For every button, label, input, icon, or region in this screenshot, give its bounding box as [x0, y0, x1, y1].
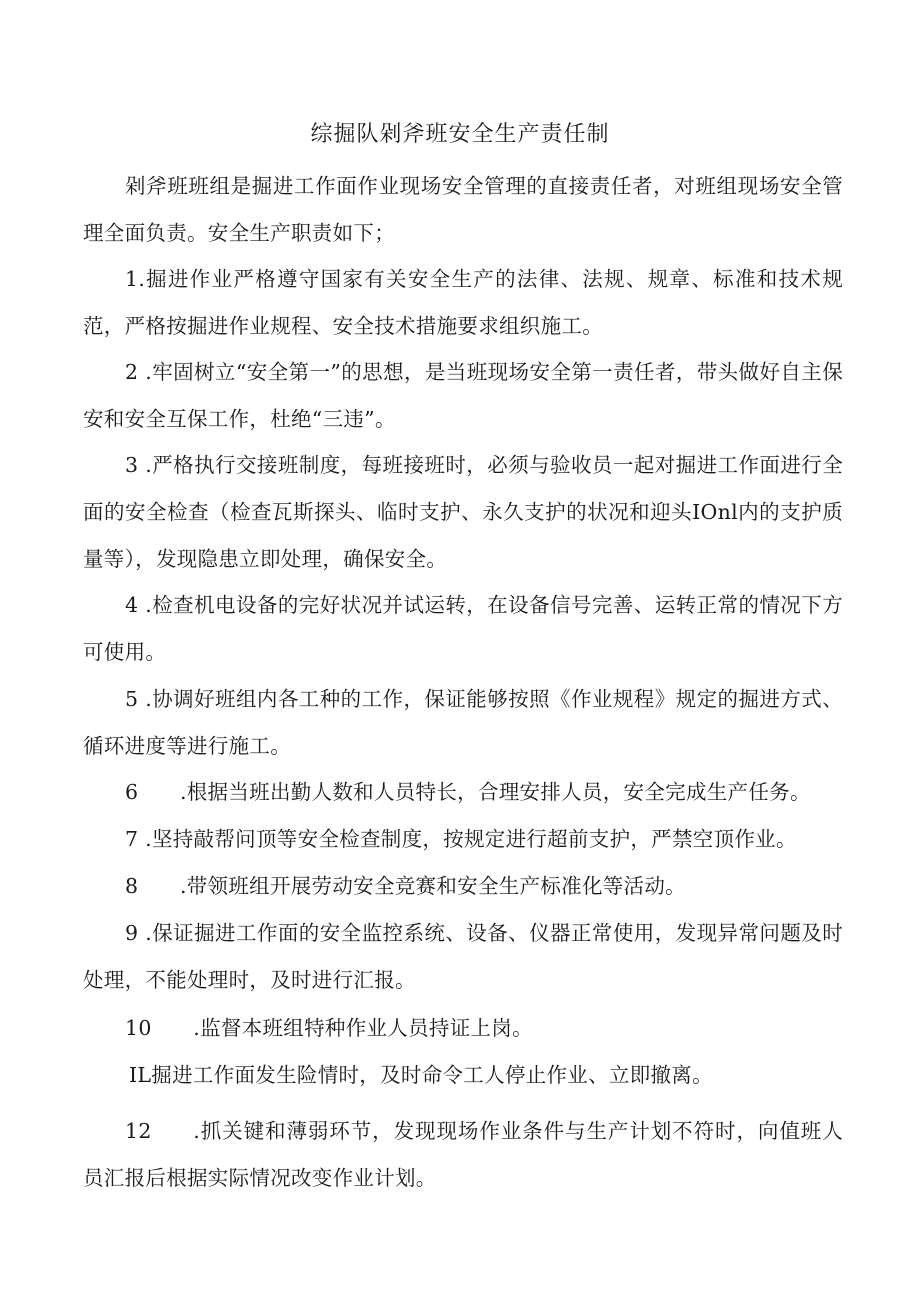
duty-item-4: 4 .检查机电设备的完好状况并试运转，在设备信号完善、运转正常的情况下方可使用。	[83, 593, 843, 664]
duty-item-10: 10 .监督本班组特种作业人员持证上岗。	[125, 1016, 533, 1040]
duty-item-1: 1.掘进作业严格遵守国家有关安全生产的法律、法规、规章、标准和技术规范，严格按掘进作业规程、安全技术措施要求组织施工。	[83, 267, 843, 338]
document-title: 综掘队剁斧班安全生产责任制	[310, 122, 610, 147]
intro-paragraph: 剁斧班班组是掘进工作面作业现场安全管理的直接责任者，对班组现场安全管理全面负责。安全生产职责如下；	[83, 174, 843, 245]
duty-item-6: 6 .根据当班出勤人数和人员特长，合理安排人员，安全完成生产任务。	[125, 780, 811, 804]
duty-item-5: 5 .协调好班组内各工种的工作，保证能够按照《作业规程》规定的掘进方式、循环进度等进行施工。	[83, 687, 843, 758]
duty-item-2: 2 .牢固树立“安全第一”的思想，是当班现场安全第一责任者，带头做好自主保安和安全互保工作，杜绝“三违”。	[83, 360, 843, 431]
duty-item-7: 7 .坚持敲帮问顶等安全检查制度，按规定进行超前支护，严禁空顶作业。	[125, 827, 797, 851]
duty-item-11: IL掘进工作面发生险情时，及时命令工人停止作业、立即撤离。	[129, 1063, 713, 1087]
duty-item-12: 12 .抓关键和薄弱环节，发现现场作业条件与生产计划不符时，向值班人员汇报后根据实际情况改变作业计划。	[83, 1119, 843, 1190]
duty-item-3: 3 .严格执行交接班制度，每班接班时，必须与验收员一起对掘进工作面进行全面的安全检查（检查瓦斯探头、临时支护、永久支护的状况和迎头IOnl内的支护质量等），发现隐患立即处理，确保安全。	[83, 453, 843, 571]
duty-item-9: 9 .保证掘进工作面的安全监控系统、设备、仪器正常使用，发现异常问题及时处理，不能处理时，及时进行汇报。	[83, 921, 843, 992]
duty-item-8: 8 .带领班组开展劳动安全竞赛和安全生产标准化等活动。	[125, 874, 686, 898]
